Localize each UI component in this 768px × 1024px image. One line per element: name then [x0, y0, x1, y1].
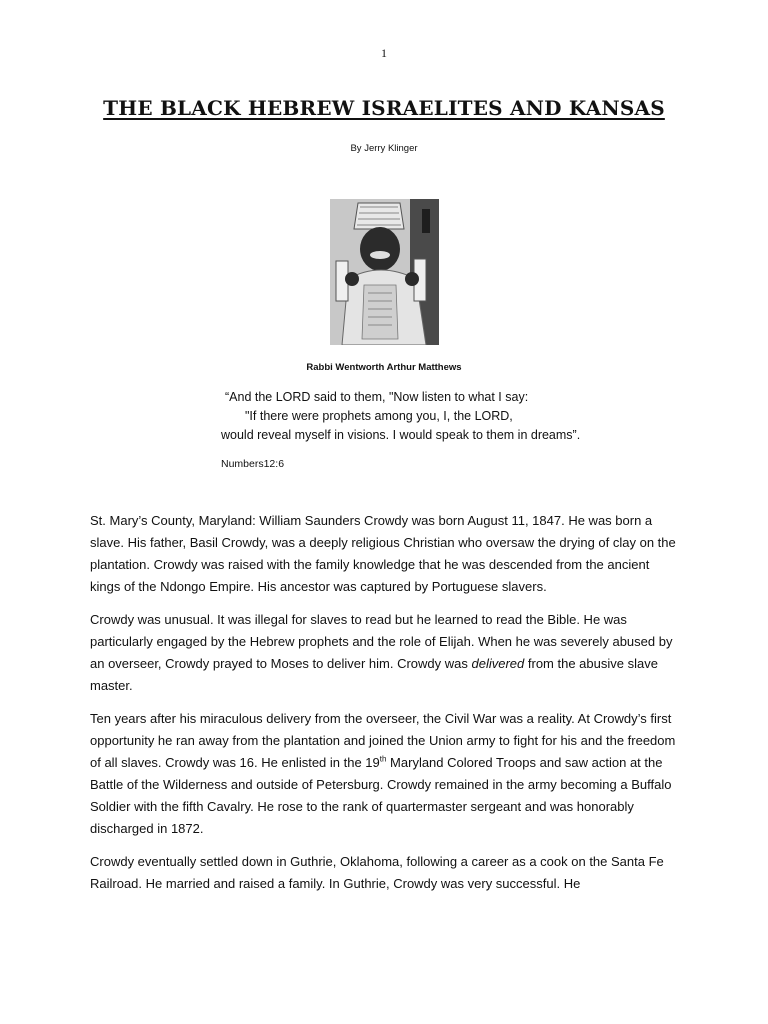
superscript-ordinal: th: [379, 754, 387, 764]
epigraph-quote: [221, 388, 580, 445]
epigraph-line: would reveal myself in visions. I would speak to them in dreams”.: [221, 428, 581, 442]
author-byline: By Jerry Klinger: [350, 143, 418, 154]
epigraph-line: “And the LORD said to them, "Now listen to what I say:: [225, 390, 529, 404]
page-number: 1: [381, 46, 387, 60]
article-body: [90, 510, 680, 906]
photo-caption: Rabbi Wentworth Arthur Matthews: [306, 362, 462, 373]
emphasis-text: delivered: [471, 656, 525, 671]
paragraph: St. Mary’s County, Maryland: William Saunders Crowdy was born August 11, 1847. He was born a slave. His father, Basil Crowdy, was a deeply religious Christian who oversaw the drying of clay on the plantation. Crowdy was raised with the family knowledge that he was descended from the ancient kings of the Ndongo Empire. His ancestor was captured by Portuguese slavers.: [90, 513, 676, 594]
epigraph-line: "If there were prophets among you, I, the LORD,: [245, 409, 513, 423]
epigraph-citation: Numbers12:6: [221, 458, 285, 470]
document-title: THE BLACK HEBREW ISRAELITES AND KANSAS: [103, 96, 665, 120]
rabbi-portrait-photo: [330, 199, 439, 345]
paragraph: Ten years after his miraculous delivery from the overseer, the Civil War was a reality. At Crowdy’s first opportunity he ran away from the plantation and joined the Union army to fight for his and the freedom of all slaves. Crowdy was 16. He enlisted in the 19th Maryland Colored Troops and saw action at the Battle of the Wilderness and outside of Petersburg. Crowdy remained in the army becoming a Buffalo Soldier with the fifth Cavalry. He rose to the rank of quartermaster sergeant and was honorably discharged in 1872.: [90, 711, 676, 836]
paragraph: Crowdy was unusual. It was illegal for slaves to read but he learned to read the Bible. He was particularly engaged by the Hebrew prophets and the role of Elijah. When he was severely abused by an overseer, Crowdy prayed to Moses to deliver him. Crowdy was delivered from the abusive slave master.: [90, 612, 673, 693]
paragraph: Crowdy eventually settled down in Guthrie, Oklahoma, following a career as a cook on the Santa Fe Railroad. He married and raised a family. In Guthrie, Crowdy was very successful. He: [90, 854, 664, 891]
